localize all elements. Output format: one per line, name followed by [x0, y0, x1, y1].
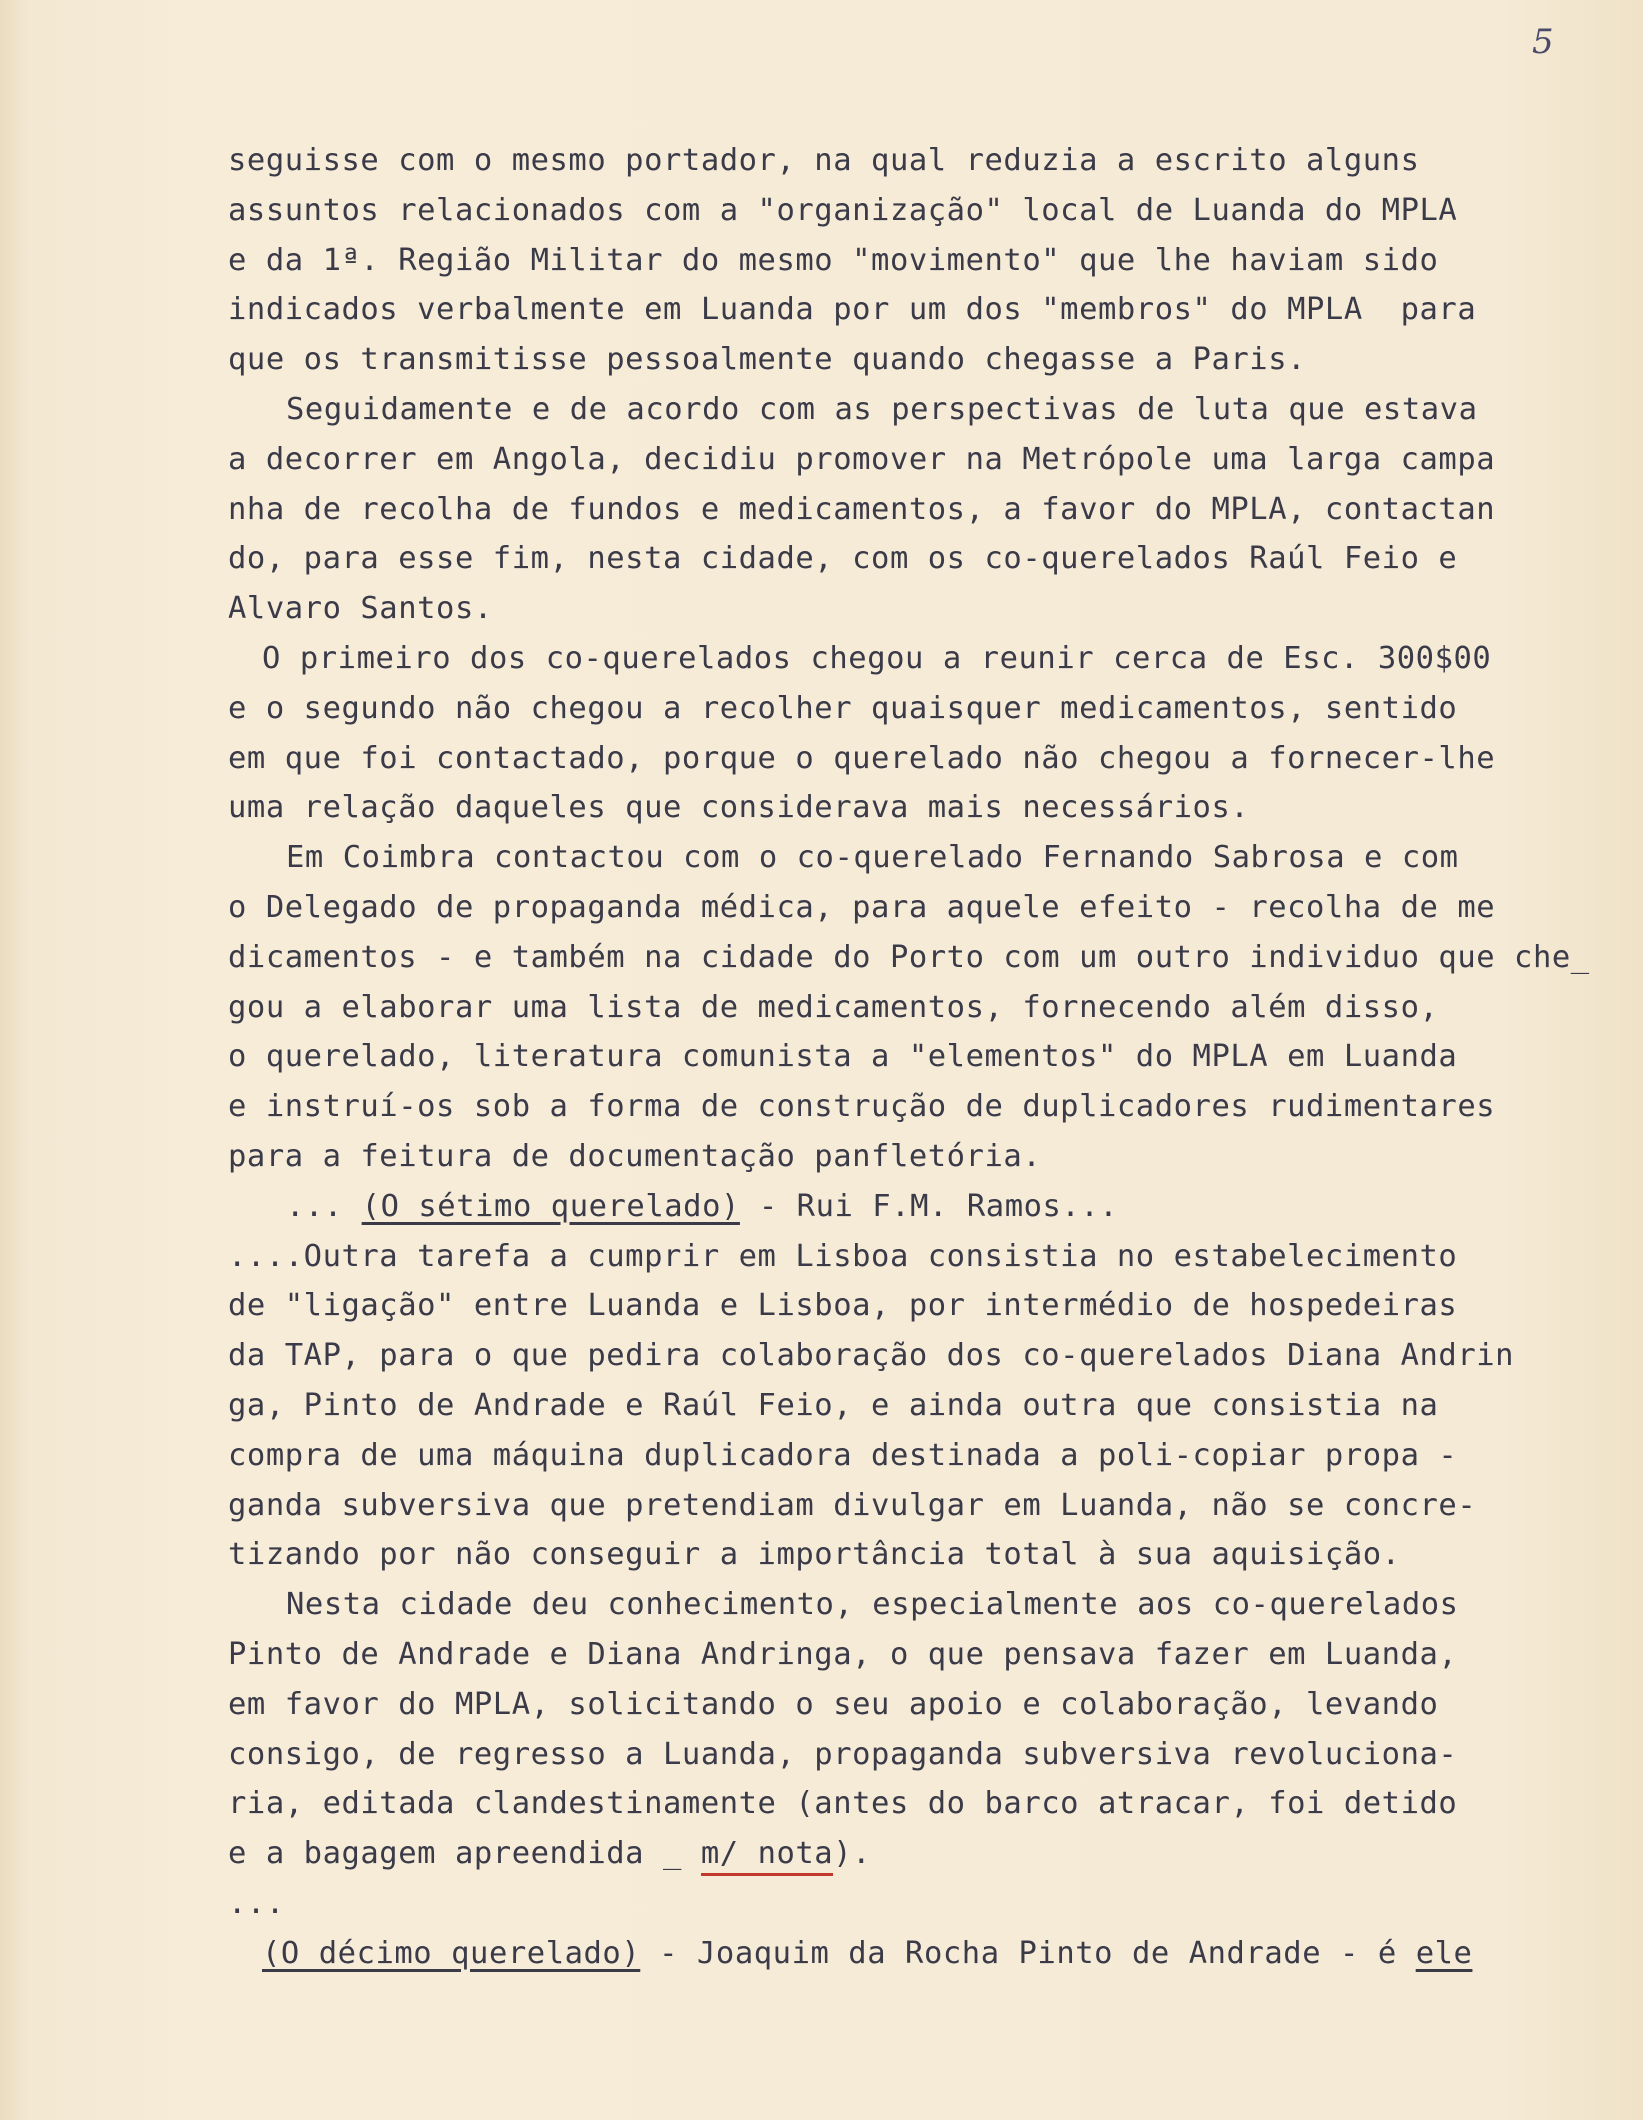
- text-line: seguisse com o mesmo portador, na qual reduzia a escrito alguns: [228, 143, 1420, 178]
- text-line: do, para esse fim, nesta cidade, com os co-querelados Raúl Feio e: [228, 541, 1458, 577]
- text-line: consigo, de regresso a Luanda, propaganda subversiva revoluciona-: [228, 1736, 1458, 1772]
- handwritten-note: m/ nota: [701, 1836, 833, 1876]
- text-line: Em Coimbra contactou com o co-querelado Fernando Sabrosa e com: [286, 840, 1459, 876]
- text-line: ria, editada clandestinamente (antes do barco atracar, foi detido: [228, 1786, 1458, 1822]
- text-line: indicados verbalmente em Luanda por um dos "membros" do MPLA para: [228, 292, 1477, 328]
- text-line: o querelado, literatura comunista a "elementos" do MPLA em Luanda: [228, 1039, 1458, 1075]
- heading-suffix: - Joaquim da Rocha Pinto de Andrade - é: [640, 1935, 1416, 1971]
- text-line: em que foi contactado, porque o querelado não chegou a fornecer-lhe: [228, 740, 1496, 776]
- page-number: 5: [1532, 22, 1554, 62]
- text-line: em favor do MPLA, solicitando o seu apoio e colaboração, levando: [228, 1686, 1439, 1722]
- text-line: a decorrer em Angola, decidiu promover na Metrópole uma larga campa: [228, 441, 1496, 477]
- text-line: assuntos relacionados com a "organização" local de Luanda do MPLA: [228, 192, 1458, 228]
- document-body: [228, 136, 1598, 1978]
- text-line: gou a elaborar uma lista de medicamentos, fornecendo além disso,: [228, 989, 1439, 1025]
- section-heading-line: [228, 1182, 1598, 1232]
- text-line: ganda subversiva que pretendiam divulgar em Luanda, não se concre-: [228, 1487, 1477, 1523]
- text-line: dicamentos - e também na cidade do Porto com um outro individuo que che_: [228, 939, 1590, 975]
- section-heading-line: [228, 1929, 1598, 1979]
- text-line: ....Outra tarefa a cumprir em Lisboa consistia no estabelecimento: [228, 1238, 1458, 1274]
- text-line: da TAP, para o que pedira colaboração dos co-querelados Diana Andrin: [228, 1338, 1515, 1374]
- text-before-note: e a bagagem apreendida _: [228, 1836, 701, 1872]
- text-line: que os transmitisse pessoalmente quando chegasse a Paris.: [228, 342, 1307, 378]
- text-line-with-note: [228, 1829, 1598, 1879]
- text-line: e da 1ª. Região Militar do mesmo "movimento" que lhe haviam sido: [228, 242, 1439, 278]
- heading-suffix: - Rui F.M. Ramos...: [739, 1188, 1119, 1224]
- text-line: nha de recolha de fundos e medicamentos, a favor do MPLA, contactan: [228, 491, 1496, 527]
- text-line: o Delegado de propaganda médica, para aquele efeito - recolha de me: [228, 889, 1496, 925]
- text-line: Alvaro Santos.: [228, 591, 493, 627]
- heading-underlined-tail: ele: [1415, 1935, 1473, 1971]
- ellipsis-line: ...: [228, 1885, 285, 1921]
- text-line: para a feitura de documentação panfletória.: [228, 1138, 1042, 1174]
- text-line: Pinto de Andrade e Diana Andringa, o que pensava fazer em Luanda,: [228, 1636, 1458, 1672]
- text-line: O primeiro dos co-querelados chegou a reunir cerca de Esc. 300$00: [262, 640, 1492, 676]
- text-line: tizando por não conseguir a importância total à sua aquisição.: [228, 1537, 1401, 1573]
- text-line: uma relação daqueles que considerava mais necessários.: [228, 790, 1250, 826]
- text-line: e o segundo não chegou a recolher quaisquer medicamentos, sentido: [228, 690, 1458, 726]
- heading-underlined: (O décimo querelado): [262, 1935, 641, 1971]
- heading-prefix: ...: [286, 1188, 362, 1224]
- text-line: Nesta cidade deu conhecimento, especialmente aos co-querelados: [286, 1587, 1459, 1623]
- text-line: Seguidamente e de acordo com as perspectivas de luta que estava: [286, 391, 1478, 427]
- text-line: ga, Pinto de Andrade e Raúl Feio, e ainda outra que consistia na: [228, 1387, 1439, 1423]
- heading-underlined: (O sétimo querelado): [361, 1188, 740, 1224]
- text-after-note: ).: [833, 1836, 872, 1872]
- text-line: e instruí-os sob a forma de construção de duplicadores rudimentares: [228, 1089, 1496, 1125]
- text-line: compra de uma máquina duplicadora destinada a poli-copiar propa -: [228, 1437, 1458, 1473]
- text-line: de "ligação" entre Luanda e Lisboa, por intermédio de hospedeiras: [228, 1288, 1458, 1324]
